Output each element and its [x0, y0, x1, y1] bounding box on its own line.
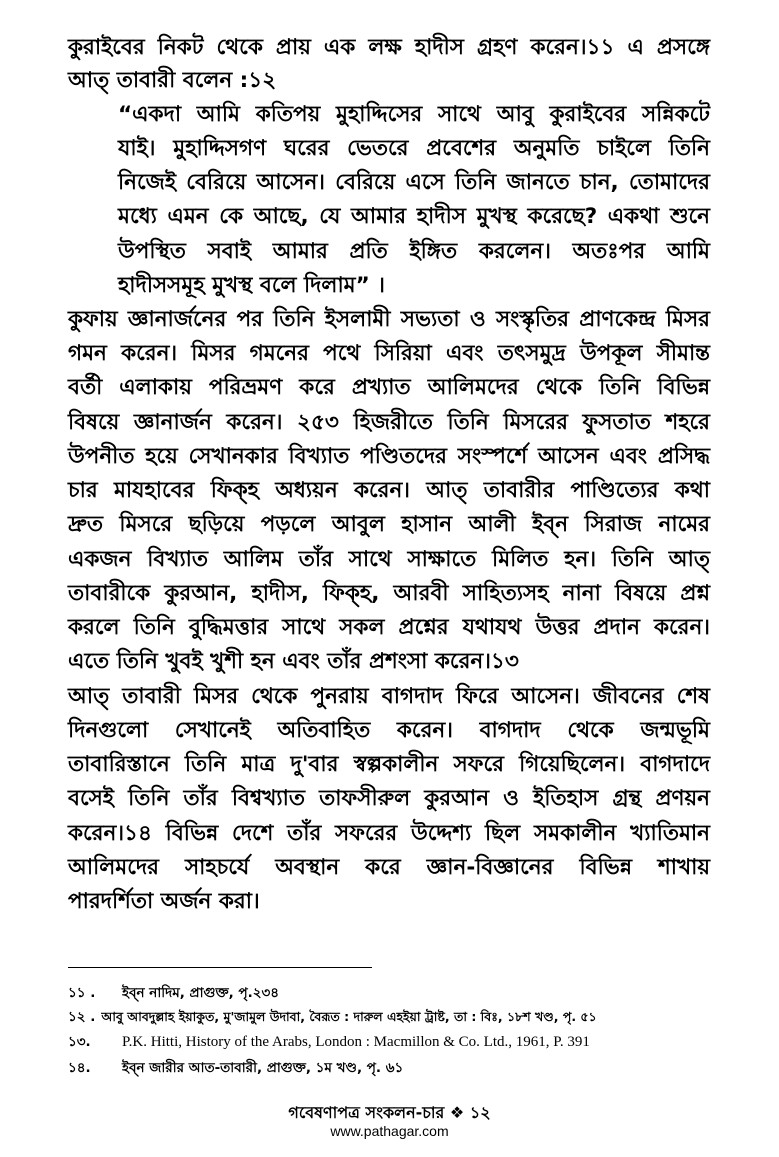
text-line: চার মাযহাবের ফিক্হ অধ্যয়ন করেন। আত্ তাবারীর পাণ্ডিত্যের কথা [68, 478, 710, 503]
text-line: বর্তী এলাকায় পরিভ্রমণ করে প্রখ্যাত আলিমদের থেকে তিনি বিভিন্ন [68, 375, 710, 400]
text-line: করেন।১৪ বিভিন্ন দেশে তাঁর সফরের উদ্দেশ্য ছিল সমকালীন খ্যাতিমান [68, 821, 710, 846]
quote-line: উপস্থিত সবাই আমার প্রতি ইঙ্গিত করলেন। অতঃপর আমি [118, 239, 710, 264]
quote-line: হাদীসসমূহ মুখস্থ বলে দিলাম” । [118, 273, 385, 298]
footnote-text: P.K. Hitti, History of the Arabs, London : Macmillon & Co. Ltd., 1961, P. 391 [122, 1034, 590, 1050]
text-line: কুফায় জ্ঞানার্জনের পর তিনি ইসলামী সভ্যতা ও সংস্কৃতির প্রাণকেন্দ্র মিসর [68, 307, 710, 332]
text-line: একজন বিখ্যাত আলিম তাঁর সাথে সাক্ষাতে মিলিত হন। তিনি আত্ [68, 547, 710, 572]
footnote [68, 1033, 590, 1051]
page-footer: গবেষণাপত্র সংকলন-চার ❖ ১২ [288, 1103, 491, 1122]
text-line: এতে তিনি খুবই খুশী হন এবং তাঁর প্রশংসা করেন।১৩ [68, 649, 519, 674]
text-line: বসেই তিনি তাঁর বিশ্বখ্যাত তাফসীরুল কুরআন ও ইতিহাস গ্রন্থ প্রণয়ন [68, 786, 710, 811]
text-line: গমন করেন। মিসর গমনের পথে সিরিয়া এবং তৎসমুদ্র উপকূল সীমান্ত [68, 341, 710, 366]
text-line: কুরাইবের নিকট থেকে প্রায় এক লক্ষ হাদীস গ্রহণ করেন।১১ এ প্রসঙ্গে [68, 35, 710, 60]
text-line: দিনগুলো সেখানেই অতিবাহিত করেন। বাগদাদ থেকে জন্মভূমি [68, 718, 710, 743]
footnote [68, 1008, 597, 1026]
footnote [68, 984, 279, 1002]
quote-line: নিজেই বেরিয়ে আসেন। বেরিয়ে এসে তিনি জানতে চান, তোমাদের [118, 170, 710, 195]
footnote-number: ১৪. [68, 1060, 91, 1076]
text-line: বিষয়ে জ্ঞানার্জন করেন। ২৫৩ হিজরীতে তিনি মিসরের ফুসতাত শহরে [68, 410, 710, 435]
footnote-number: ১৩. [68, 1034, 91, 1050]
footnote-text: ইব্ন নাদিম, প্রাগুক্ত, পৃ.২৩৪ [122, 985, 280, 1001]
text-line: উপনীত হয়ে সেখানকার বিখ্যাত পণ্ডিতদের সংস্পর্শে আসেন এবং প্রসিদ্ধ [68, 444, 710, 469]
text-line: আলিমদের সাহচর্যে অবস্থান করে জ্ঞান-বিজ্ঞানের বিভিন্ন শাখায় [68, 855, 710, 880]
text-line: তাবারীকে কুরআন, হাদীস, ফিক্হ, আরবী সাহিত্যসহ নানা বিষয়ে প্রশ্ন [68, 581, 710, 606]
text-line: পারদর্শিতা অর্জন করা। [68, 889, 260, 914]
footnote-text: আবু আবদুল্লাহ ইয়াকুত, মু'জামুল উদাবা, বৈরূত : দারুল এহইয়া ট্রাষ্ট, তা : বিঃ, ১৮শ খণ্ড, পৃ. ৫১ [101, 1009, 597, 1024]
quote-line: “একদা আমি কতিপয় মুহাদ্দিসের সাথে আবু কুরাইবের সন্নিকটে [118, 102, 710, 127]
footnote-number: ১২ . [68, 1009, 96, 1025]
footnote-divider [68, 967, 372, 968]
quote-line: মধ্যে এমন কে আছে, যে আমার হাদীস মুখস্থ করেছে? একথা শুনে [118, 204, 710, 229]
text-line: আত্ তাবারী মিসর থেকে পুনরায় বাগদাদ ফিরে আসেন। জীবনের শেষ [68, 684, 710, 709]
text-line: করলে তিনি বুদ্ধিমত্তার সাথে সকল প্রশ্নের যথাযথ উত্তর প্রদান করেন। [68, 615, 710, 640]
footnote-text: ইব্ন জারীর আত-তাবারী, প্রাগুক্ত, ১ম খণ্ড, পৃ. ৬১ [122, 1060, 404, 1076]
text-line: তাবারিস্তানে তিনি মাত্র দু'বার স্বল্পকালীন সফরে গিয়েছিলেন। বাগদাদে [68, 752, 710, 777]
text-line: আত্ তাবারী বলেন :১২ [68, 68, 277, 93]
footnote-number: ১১ . [68, 985, 96, 1001]
footer-url: www.pathagar.com [330, 1123, 449, 1139]
footnote [68, 1059, 403, 1077]
quote-line: যাই। মুহাদ্দিসগণ ঘরের ভেতরে প্রবেশের অনুমতি চাইলে তিনি [118, 136, 710, 161]
text-line: দ্রুত মিসরে ছড়িয়ে পড়লে আবুল হাসান আলী ইব্ন সিরাজ নামের [68, 512, 710, 537]
